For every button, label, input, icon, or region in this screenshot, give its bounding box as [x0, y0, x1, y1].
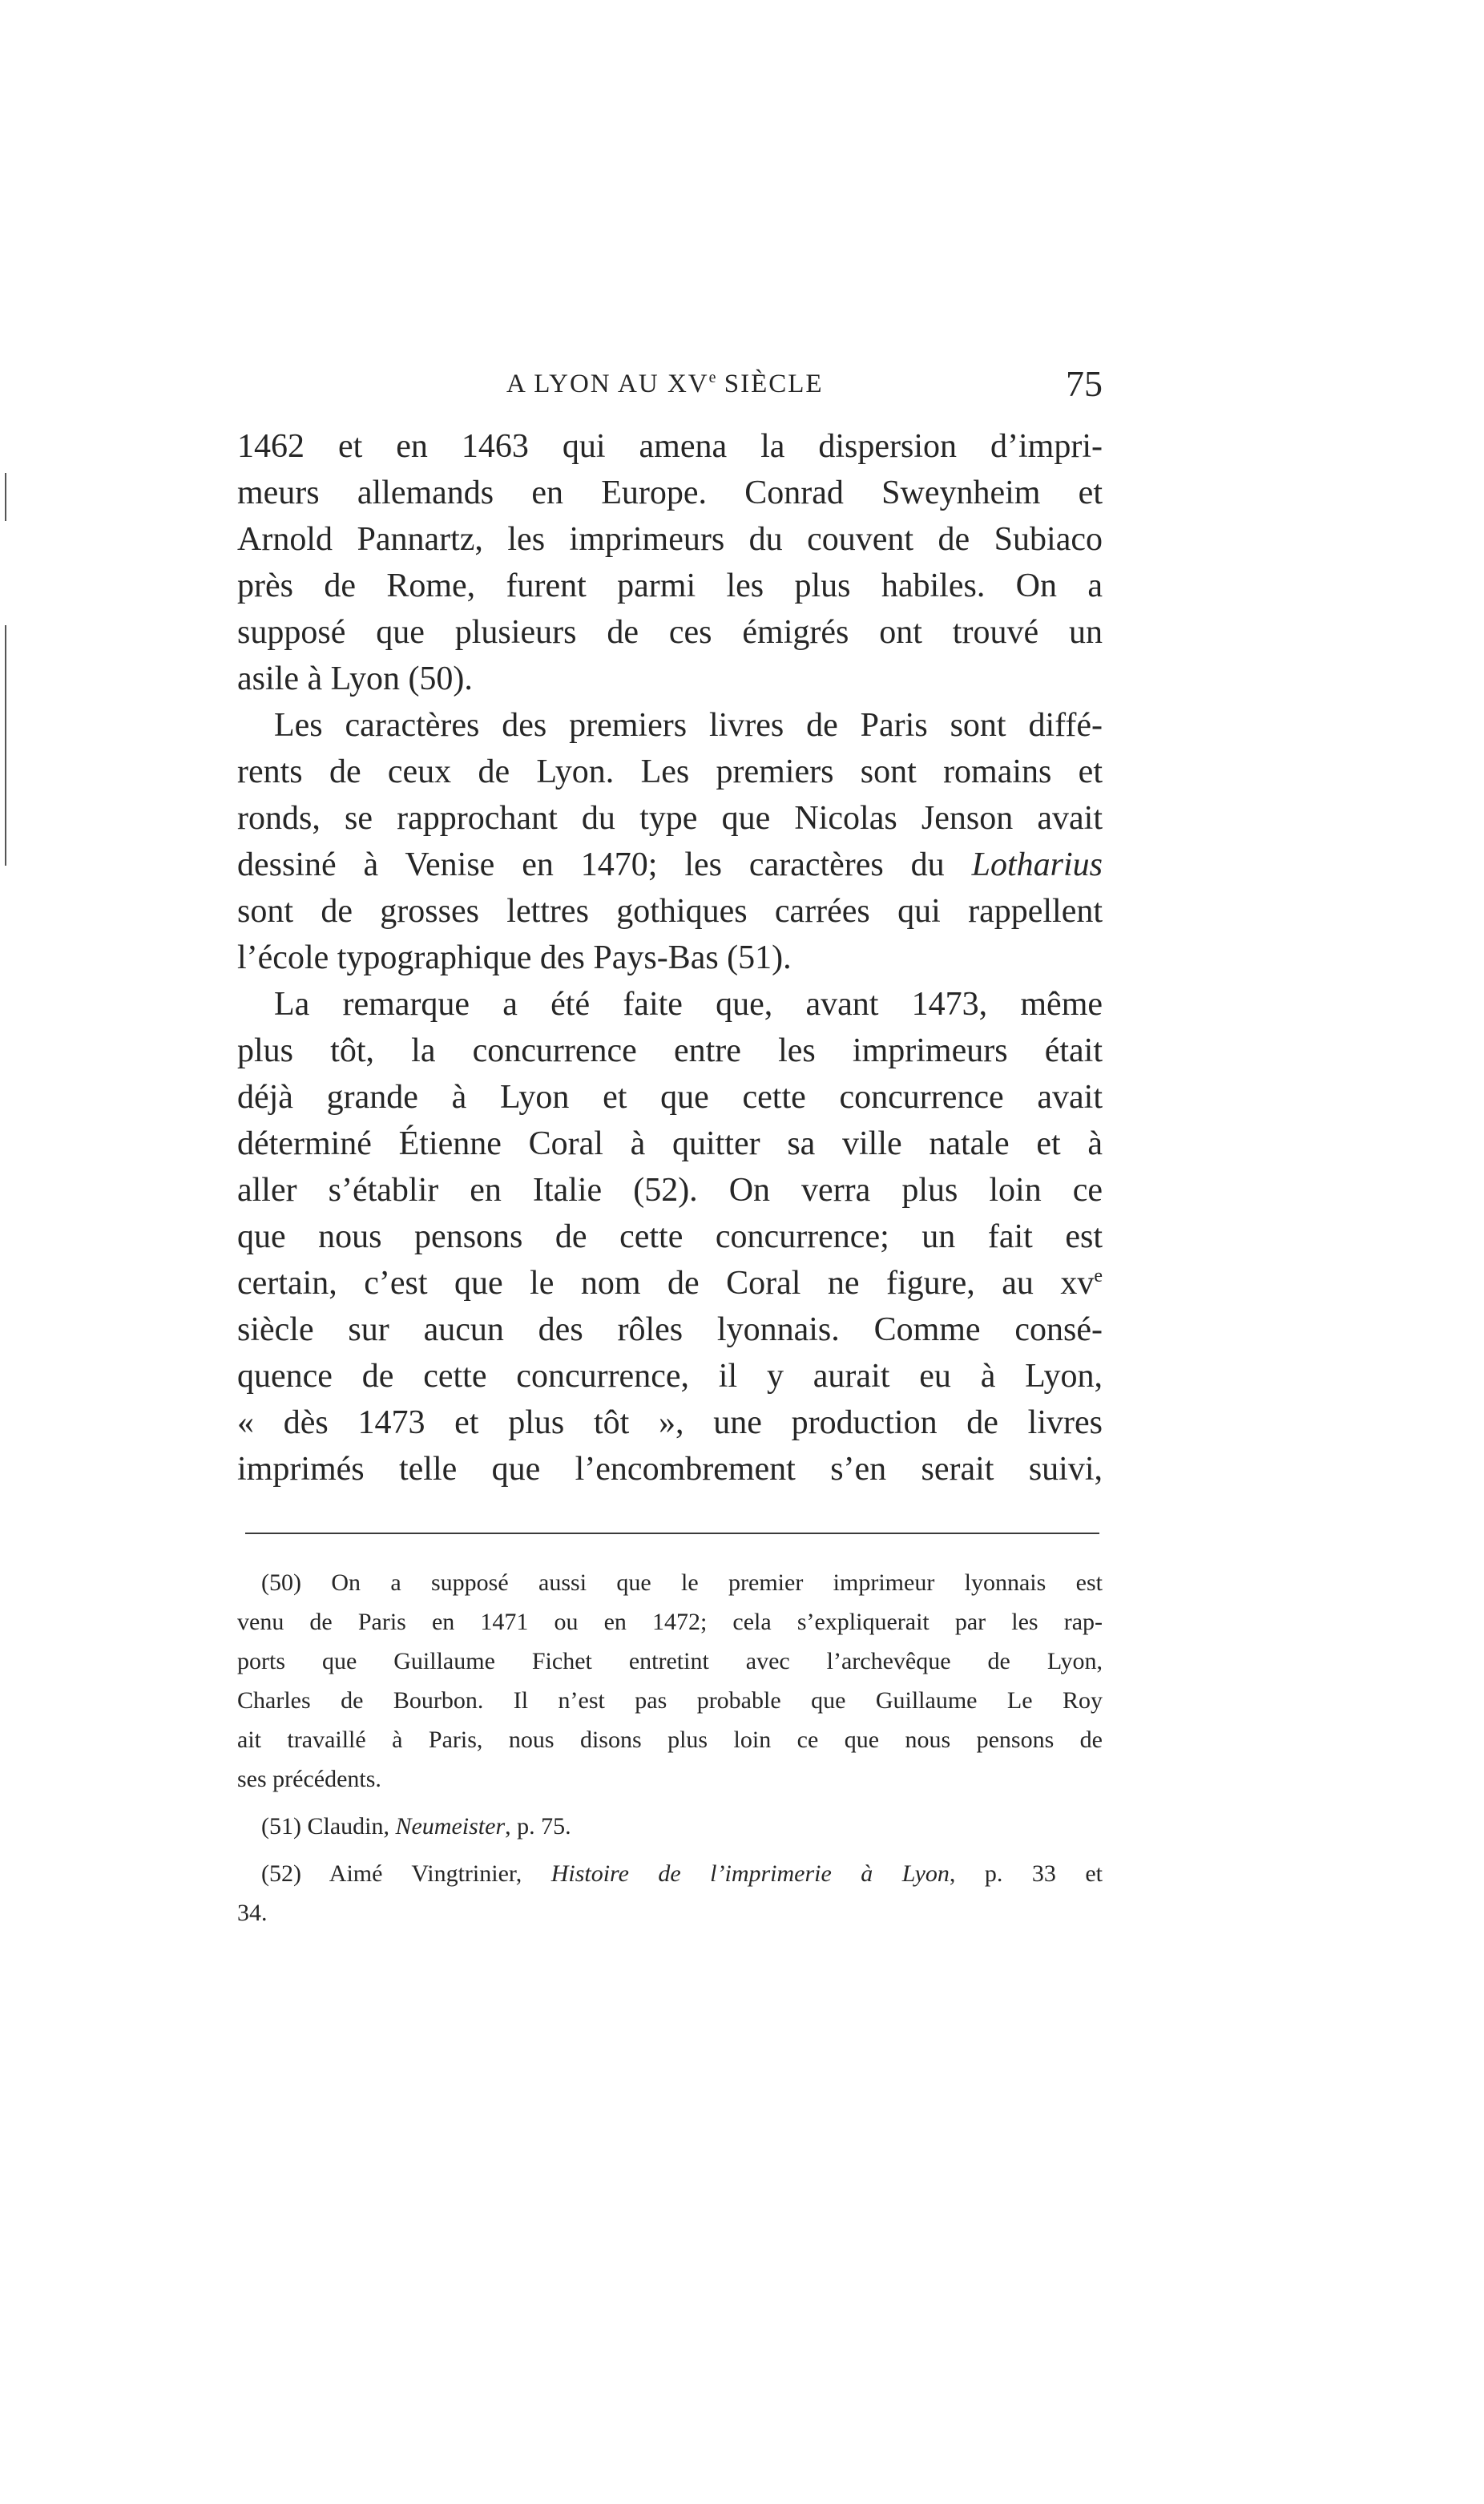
body-line: plus tôt, la concurrence entre les imprimeurs était	[237, 1032, 1103, 1069]
body-line: asile à Lyon (50).	[237, 660, 473, 697]
scan-margin-mark	[5, 473, 6, 521]
footnote-line: ait travaillé à Paris, nous disons plus loin ce que nous pensons de	[237, 1727, 1103, 1753]
body-line: « dès 1473 et plus tôt », une production de livres	[237, 1404, 1103, 1441]
page-number: 75	[1066, 363, 1103, 404]
footnote-line: ses précédents.	[237, 1766, 381, 1792]
body-line: aller s’établir en Italie (52). On verra plus loin ce	[237, 1172, 1103, 1209]
body-line: supposé que plusieurs de ces émigrés ont trouvé un	[237, 614, 1103, 651]
text-run: certain, c’est que le nom de Coral ne figure, au xv	[237, 1265, 1095, 1302]
italic-title: Neumeister	[395, 1813, 506, 1840]
text-run: dessiné à Venise en 1470; les caractères du	[237, 846, 972, 883]
footnote-line: ports que Guillaume Fichet entretint avec l’archevêque de Lyon,	[237, 1648, 1103, 1674]
body-line: La remarque a été faite que, avant 1473, même	[274, 986, 1103, 1023]
text-run: (51) Claudin,	[261, 1813, 396, 1840]
footnote-line	[237, 1854, 1103, 1893]
body-line: ronds, se rapprochant du type que Nicolas Jenson avait	[237, 800, 1103, 837]
body-line: meurs allemands en Europe. Conrad Sweynheim et	[237, 475, 1103, 511]
footnote-line	[237, 1807, 1103, 1846]
body-line: déterminé Étienne Coral à quitter sa ville natale et à	[237, 1125, 1103, 1162]
footnote-line: Charles de Bourbon. Il n’est pas probable que Guillaume Le Roy	[237, 1687, 1103, 1714]
running-title: A LYON AU XVe SIÈCLE	[506, 369, 824, 398]
footnote-spacer	[237, 1846, 1103, 1854]
text-run: , p. 75.	[505, 1813, 571, 1840]
text-run: , p. 33 et	[949, 1860, 1103, 1887]
superscript: e	[1094, 1266, 1103, 1286]
body-line: l’école typographique des Pays-Bas (51).	[237, 939, 792, 976]
body-line: imprimés telle que l’encombrement s’en serait suivi,	[237, 1451, 1103, 1488]
body-line: rents de ceux de Lyon. Les premiers sont romains et	[237, 753, 1103, 790]
scan-margin-mark	[5, 625, 6, 866]
footnotes	[237, 1563, 1103, 1933]
body-text	[237, 423, 1103, 1492]
footnote-line: 34.	[237, 1900, 268, 1926]
body-line: sont de grosses lettres gothiques carrées qui rappellent	[237, 893, 1103, 930]
body-line	[237, 1260, 1103, 1307]
body-line: Les caractères des premiers livres de Paris sont diffé-	[274, 707, 1103, 744]
text-run: (52) Aimé Vingtrinier,	[261, 1860, 551, 1887]
body-line: 1462 et en 1463 qui amena la dispersion d’impri-	[237, 428, 1103, 465]
footnote-spacer	[237, 1799, 1103, 1807]
footnote-divider	[245, 1533, 1099, 1534]
footnote-line: (50) On a supposé aussi que le premier imprimeur lyonnais est	[261, 1569, 1103, 1596]
italic-title: Lotharius	[971, 846, 1103, 883]
body-line	[237, 842, 1103, 888]
body-line: Arnold Pannartz, les imprimeurs du couvent de Subiaco	[237, 521, 1103, 558]
body-line: siècle sur aucun des rôles lyonnais. Comme consé-	[237, 1311, 1103, 1348]
body-line: déjà grande à Lyon et que cette concurrence avait	[237, 1079, 1103, 1116]
italic-title: Histoire de l’imprimerie à Lyon	[550, 1860, 950, 1887]
body-line: quence de cette concurrence, il y aurait eu à Lyon,	[237, 1358, 1103, 1395]
body-line: près de Rome, furent parmi les plus habiles. On a	[237, 567, 1103, 604]
running-head	[237, 362, 1103, 418]
body-line: que nous pensons de cette concurrence; un fait est	[237, 1218, 1103, 1255]
footnote-line: venu de Paris en 1471 ou en 1472; cela s’expliquerait par les rap-	[237, 1609, 1103, 1635]
